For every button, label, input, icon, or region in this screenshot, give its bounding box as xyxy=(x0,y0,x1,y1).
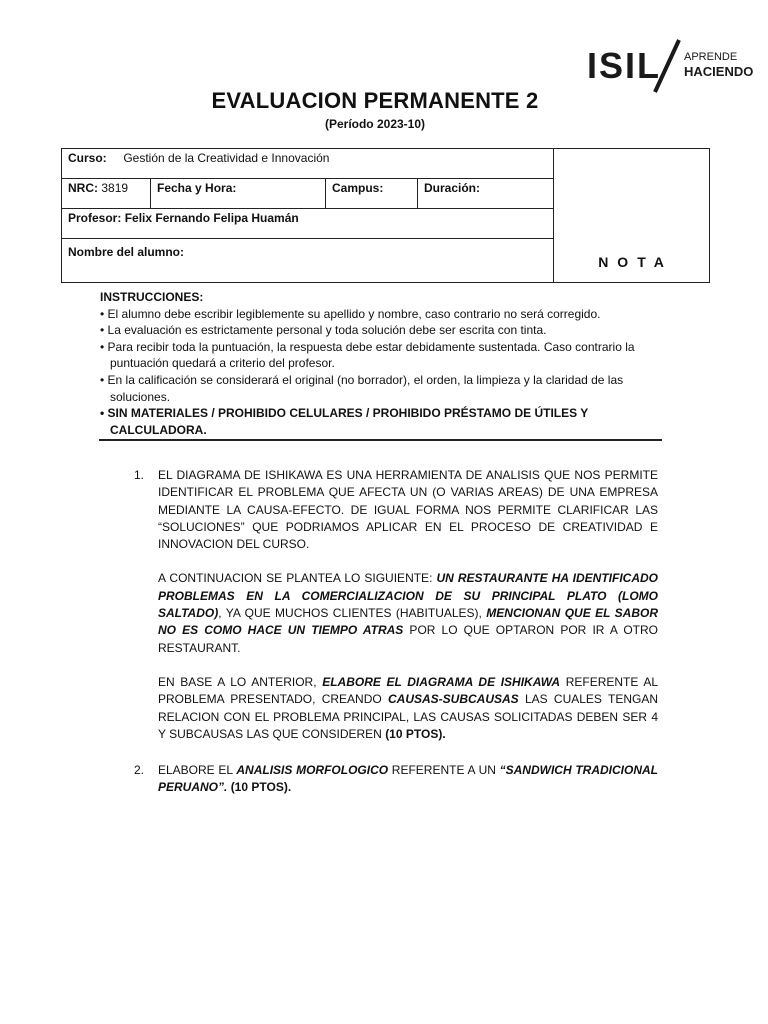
period-label: (Período 2023-10) xyxy=(324,117,426,131)
bullet-icon: • xyxy=(100,372,105,387)
question-number: 2. xyxy=(134,763,145,778)
nota-cell xyxy=(554,149,710,283)
question-number: 1. xyxy=(134,468,145,482)
question-2 xyxy=(134,762,658,797)
section-divider xyxy=(99,439,662,441)
instruction-item xyxy=(100,322,660,339)
instruction-item xyxy=(100,339,660,372)
bullet-icon: • xyxy=(100,306,105,321)
nrc-label: NRC: xyxy=(68,181,98,195)
instruction-text: El alumno debe escribir legiblemente su apellido y nombre, caso contrario no será corregido. xyxy=(107,306,601,321)
fecha-cell xyxy=(151,179,326,209)
profesor-cell xyxy=(62,209,554,239)
duracion-cell xyxy=(418,179,554,209)
question-1-scenario: A CONTINUACION SE PLANTEA LO SIGUIENTE: UN RESTAURANTE HA IDENTIFICADO PROBLEMAS EN LA COMERCIALIZACION DE SU PRINCIPAL PLATO (LOMO SALTADO), YA QUE MUCHOS CLIENTES (HABITUALES), MENCIONAN QUE EL SABOR NO ES COMO HACE UN TIEMPO ATRAS POR LO QUE OPTARON POR IR A OTRO RESTAURANT. xyxy=(158,571,658,655)
profesor-label: Profesor: xyxy=(68,211,122,225)
campus-label: Campus: xyxy=(332,181,384,195)
nota-label: NOTA xyxy=(598,254,673,270)
logo-tagline-1: APRENDE xyxy=(684,51,738,63)
instruction-text: En la calificación se considerará el original (no borrador), el orden, la limpieza y la claridad de las soluciones. xyxy=(107,372,624,404)
instruction-item xyxy=(100,405,660,438)
instruction-item xyxy=(100,306,660,323)
question-1 xyxy=(134,467,658,743)
instructions-block xyxy=(100,289,660,438)
nrc-cell xyxy=(62,179,151,209)
duracion-label: Duración: xyxy=(424,181,481,195)
instruction-text: SIN MATERIALES / PROHIBIDO CELULARES / PROHIBIDO PRÉSTAMO DE ÚTILES Y CALCULADORA. xyxy=(107,406,589,437)
fecha-label: Fecha y Hora: xyxy=(157,181,237,195)
bullet-icon: • xyxy=(100,339,105,354)
page-title: EVALUACION PERMANENTE 2 xyxy=(211,88,539,113)
question-2-task: ELABORE EL ANALISIS MORFOLOGICO REFERENTE A UN “SANDWICH TRADICIONAL PERUANO”. (10 PTOS). xyxy=(158,763,658,795)
campus-cell xyxy=(326,179,418,209)
instruction-text: La evaluación es estrictamente personal y toda solución debe ser escrita con tinta. xyxy=(107,323,547,338)
questions-block xyxy=(134,467,658,814)
alumno-label: Nombre del alumno: xyxy=(68,245,185,259)
instruction-item xyxy=(100,372,660,405)
curso-value: Gestión de la Creatividad e Innovación xyxy=(123,151,330,165)
instruction-text: Para recibir toda la puntuación, la respuesta debe estar debidamente sustentada. Caso contrario la puntuación quedará a criterio del profesor. xyxy=(107,339,635,371)
profesor-value: Felix Fernando Felipa Huamán xyxy=(124,211,299,225)
alumno-cell xyxy=(62,239,554,283)
question-1-task: EN BASE A LO ANTERIOR, ELABORE EL DIAGRAMA DE ISHIKAWA REFERENTE AL PROBLEMA PRESENTADO, CREANDO CAUSAS-SUBCAUSAS LAS CUALES TENGAN RELACION CON EL PROBLEMA PRINCIPAL, LAS CAUSAS SOLICITADAS DEBEN SER 4 Y SUBCAUSAS LAS QUE CONSIDEREN (10 PTOS). xyxy=(158,674,659,741)
curso-label: Curso: xyxy=(68,151,107,165)
logo-brand: ISIL xyxy=(587,45,662,86)
question-1-intro: EL DIAGRAMA DE ISHIKAWA ES UNA HERRAMIENTA DE ANALISIS QUE NOS PERMITE IDENTIFICAR EL PROBLEMA QUE AFECTA UN (O VARIAS AREAS) DE UNA EMPRESA MEDIANTE LA CAUSA-EFECTO. DE IGUAL FORMA NOS PERMITE CLARIFICAR LAS “SOLUCIONES” QUE PODRIAMOS APLICAR EN EL PROCESO DE CREATIVIDAD E INNOVACION DEL CURSO. xyxy=(158,468,658,552)
curso-cell xyxy=(62,149,554,179)
isil-logo xyxy=(587,38,757,94)
logo-tagline-2: HACIENDO xyxy=(684,64,754,79)
exam-info-table xyxy=(61,148,710,283)
instructions-heading: INSTRUCCIONES: xyxy=(100,290,204,304)
bullet-icon: • xyxy=(100,406,105,421)
bullet-icon: • xyxy=(100,323,105,338)
nrc-value: 3819 xyxy=(101,181,129,195)
